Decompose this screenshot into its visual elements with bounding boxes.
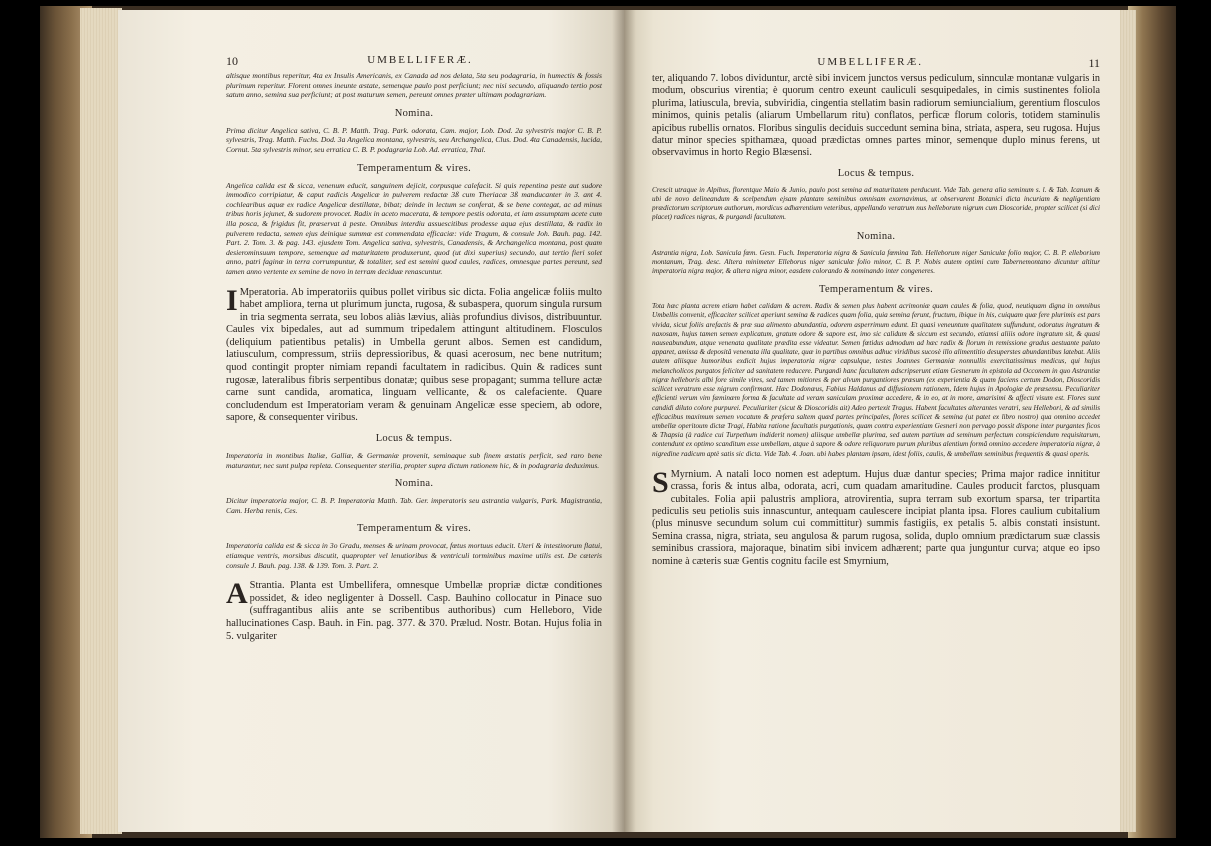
left-paragraph-6: Dicitur imperatoria major, C. B. P. Imperatoria Matth. Tab. Ger. imperatoris seu astrantia vulgaris, Park. Magistrantia, Cam. Herba renis, Ces. — [226, 496, 602, 515]
left-heading-temperamentum-2: Temperamentum & vires. — [356, 523, 472, 535]
drop-cap-a: A — [226, 577, 248, 611]
right-page — [624, 10, 1120, 832]
left-paragraph-2: Prima dicitur Angelica sativa, C. B. P. Matth. Trag. Park. odorata, Cam. major, Lob. Dod. 2a sylvestris major C. B. P. sylvestris, Trag. Matth. Fuchs. Dod. 3a Angelica montana, sylvestris, seu Archangelica, Clus. Dod. 4ta Canadensis, lucida, Cornut. 5ta sylvestris minor, seu erratica C. B. P. podagraria Lob. Ad. erratica, Thal. — [226, 125, 602, 154]
right-paragraph-4: Tota hæc planta acrem etiam habet calidam & acrem. Radix & semen plus habent acrimoniæ quam caules & folia, quod, neutiquam digna in omnibus Umbellis convenit, efficaciter scilicet aperiunt semina & radices quam folia, quia semina ferunt, fructum, ibique in his, cuiquam quæ fere plurimis est pars vivida, sicut foliis arefactis & præ sua alimento abundantia, odorem asperrimum edunt. Et quasi veneuntum qualitatem suffundunt, odoratus ingratum & naxosam, hujus tamen semen explicatum, gratum odore & sapore est, imo sic calidum & siccum est secundo, etiamsi aliiis odore ingratum sit, & quasi nauseabundum, atque venenata qualitate prædita esse videatur. Semen fœtidus admodum ad hæc radix & florum in remissione gradus aestuante palato apparet, amissa & depositâ venenata illa qualitate, quæ in partibus omnibus adhuc viridibus sucosè illo alimentitio desuperstes abundantibus latebat. Aliis autem aliisque humoribus exdicit hujus imperatoria nigræ capsulque, testes Joannes Germaniæ nonnullis exercitatissimus medicus, qui hujus melancholicos purgatos feliciter ad sanitatem reducere. Purgandi hanc facultatem adscripserunt etiam Gesnerum in epistola ad Occonem in quo Astrantiæ nigræ helleboris albi fore simile vires, sed tamen mitiores & per alvum purgantiores præsum (ex experientia & quam faciens certum Dodon, Dioscoridis scilicet veratrum esse nigrum confirmant. Hæc Dodonæus, Fabius Haldanus ad diffusionem rationem, Idem hujus in Apologiæ de præsensu. Peculiariter efficienti verum vim fæminæm forma & facultate ad veram saniculam proximæ accedere, & in eo, at in more, amarisimi & affecti visum est. Flores sunt candidi diluto colore purpurei. Peculiariter (sicut & Dioscoridis ait) Adeo pertexit Tragus. Habent facultates alterantes veratri, seu Hellebori, & ad similis efficacibus maximum semen vocatum & præfera saltem quæd partes principales, flores scilicet & semina (ut patet ex libro nostro) qua omnino accedet umbellæ operitoum dictæ Tragi, Habita ratione facultatis purgationis, quam contra experientiam Gesneri non pervago possit dispone inter purgantes ficos & Thapsia (à radice cui Turpethum indiderit nomen) aliisque umbellæ plurima, sed autem partium ad seminum perfectum conspiciendum requisitarum, contendunt ex optimo scanditum esse umbellam, atque à sapore & odore reliquorum purum pluribus alentium formâ omnino accedere imperatoria nigræ, à nigredine radicum aptè satis sic dicta. Vide Tab. 4. Joan. ubi habes plantam ipsam, idest foliis, caulis, & umbellam seminibus frequentis & quasi operis. — [652, 302, 1100, 458]
left-paragraph-5: Imperatoria in montibus Italiæ, Galliæ, & Germaniæ provenit, seminaque sub finem æstatis perficit, sed raro bene maturantur, nec sunt pulpa repleta. Consequenter sterilia, propter supra dictum rationem hic, & in podagraria deduximus. — [226, 451, 602, 470]
right-paragraph-smyrnium: Myrnium. A natali loco nomen est adeptum. Hujus duæ dantur species; Prima major radice innititur crassa, foris & intus alba, odorata, acri, cum quadam amaritudine. Caules producit farctos, plusquam cubitales. Folia apii palustris ampliora, atrovirentia, supra terram sub exortum sparsa, ter tripartita pediculis seu petiolis suis innascuntur, antequam caulescere incipiat planta ipsa. Flores caulium cubitalium (plus minusve secundum solum cui committitur) summis fastigiis, ex petalis 5. albis constati insistunt. Semina crassa, nigra, striata, seu angulosa & parum rugosa, solida, duplo omnium prædictarum suæ classis seminibus crassiora, majoraque, binatim sibi invicem adhærent; parte qua junguntur curva; atque eo ipso nomine à cæteris suæ Gentis cognitu facile est Smyrnium, — [652, 468, 1100, 567]
left-paragraph-astrantia: Strantia. Planta est Umbellifera, omnesque Umbellæ propriæ dictæ conditiones possidet, & ideo negligenter à Dossell. Casp. Bauhino collocatur in Pinace suo (suffragantibus aliis ante se scribentibus authoribus) cum Helleboro, Vide hallucinationes Casp. Bauh. in Fin. pag. 377. & 370. Prælud. Nostr. Botan. Hujus folia in 5. vulgariter — [226, 580, 602, 642]
left-page-number: 10 — [226, 54, 238, 68]
left-paragraph-7: Imperatoria calida est & sicca in 3o Gradu, menses & urinam provocat, fœtus mortuus educit. Uteri & intestinorum flatui, etiamque ventris, morsibus discutit, quapropter vel lenutioribus & ventriculi torminibus maxime utilis est. De cæteris consule J. Bauh. pag. 138. & 139. Tom. 3. Part. 2. — [226, 541, 602, 570]
right-paragraph-3: Astrantia nigra, Lob. Sanicula fœm. Gesn. Fuch. Imperatoria nigra & Sanicula fœmina Tab. Helleborum niger Saniculæ folio major, C. B. P. elleborium montanum, Trag. desc. Altera minimeter Elleborus niger saniculæ folio minor, C. B. P. Nobis autem optimi cum Tabernemontano dicuntur altitur imperatoria nigra major, & altera nigra minor, easdem colorando & nominando inter congeneres. — [652, 248, 1100, 276]
right-running-title: UMBELLIFERÆ. — [817, 56, 924, 68]
left-page — [118, 10, 624, 832]
right-running-head — [652, 56, 1100, 71]
drop-cap-i: I — [226, 283, 238, 317]
left-paragraph-3: Angelica calida est & sicca, venenum educit, sanguinem dejicit, corpusque calefacit. Si quis repentina peste aut sudore immodico corripiatur, & caput radicis Angelicæ in pulverem redactæ 3ß cum Theriacæ 3ß manducanter in 3. ant 4. cochlearibus aquæ ex radice Angelicæ destillatæ, bibat; deinde in lectum se conferat, & se bene contegat, ac ad minus tribus horis jejunet, & sudorem provocet. Radix in aceto macerata, & tempore pestis odorata, et iam assumptam acete cum illa posca, & frigidus fit, præservat à peste. Omnibus interdiu assuescitibus prodesse aqua ejus destillata, & radix in pulverem redacta, semen ejus deinique summæ est commendata efficaciæ: vide Tragum, & consule Joh. Bauh. pag. 142. Part. 2. Tom. 3. & pag. 143. ejusdem Tom. Angelica sativa, sylvestris, Canadensis, & Archangelica montana, post quam desierominsuum tempore, semenque ad maturitatem produxerunt, quod (ut dixi superius) secundo, aut tertio fieri solet anno, patri faginæ in terra corrumpuntur, & totaliter, sed est semini quod caules, radices, omnesque partes pereunt, sed tamen anno vertente ex semine de novo in terram deciduæ renascuntur. — [226, 180, 602, 276]
left-heading-temperamentum: Temperamentum & vires. — [356, 162, 472, 174]
left-heading-locus: Locus & tempus. — [375, 433, 453, 445]
book-gutter — [612, 10, 636, 832]
left-running-head — [226, 54, 602, 69]
left-heading-nomina-2: Nomina. — [394, 478, 434, 490]
right-paragraph-1: ter, aliquando 7. lobos dividuntur, arctè sibi invicem junctos versus pediculum, sinnculæ montanæ vulgaris in modum, obscurius virentia; è quorum centro exeunt cauliculi sesquipedales, in cimis sustinentes foliola plurima, latiuscula, brevia, subviridia, cingentia stellatim basin radiorum semiuncialium, gerentium flosculos minimos, quinis petalis (aliarum Umbellarum ritu) conflatos, perficæ florum coloris, totidem staminulis apicibus rubellis ornatos. Floribus singulis deciduis succedunt semina bina, striata, aspera, seu rugosa. Hujus datur minor species spithamæa, quoad prædictas omnes partes minor, semenque duplo minus ferens, ut observavimus in horto Regio Blæsensi. — [652, 73, 1100, 159]
right-heading-nomina: Nomina. — [856, 230, 896, 242]
left-paragraph-1: altisque montibus reperitur, 4ta ex Insulis Americanis, ex Canada ad nos delata, 5ta seu podagraria, in humectis & fossis plurimum reperitur. Florent omnes ineunte æstate, semenque paulo post perficiunt; nec nisi secundo, aliquando tertio post satum anno, semina sua perficiunt; at post maturum semen, pereunt omnes præter ultimam podagrariam. — [226, 71, 602, 100]
left-heading-nomina: Nomina. — [394, 107, 434, 119]
left-page-edges — [80, 8, 122, 834]
left-paragraph-imperatoria: Mperatoria. Ab imperatoriis quibus pollet viribus sic dicta. Folia angelicæ foliis multo habet ampliora, terna ut plurimum juncta, rugosa, & subaspera, quorum singula rursum in tria segmenta serrata, seu lobos aliàs lævius, aliàs profundius divisos, distribuuntur. Caules vix bipedales, aut ad summum tripedalem attingunt altitudinem. Flosculos (deliquium patientibus petalis) in Umbella gerunt albos. Semen est candidum, latiusculum, compressum, striis depressioribus, & quasi acerosum, nec bene nutritum; quod contingit propter nimiam repandi facultatem in radicibus. Quin & radices sunt rugosæ, lateralibus fibris serpentibus donatæ; quibus sese propagant; summa tellure actæ carne sunt candida, aromatica, linguam vellicante, & os calefaciente. Quare concludendum est Imperatoriam veram & genuinam Angelicæ esse speciem, ab odore, sapore, & consequenter viribus. — [226, 286, 602, 424]
imperatoria-section — [226, 283, 602, 426]
right-paragraph-2: Crescit utraque in Alpibus, florentque Maio & Junio, paulo post semina ad maturitatem perducunt. Vide Tab. genera alia seminum s. l. & Tab. Icanum & ubi de novo delineandum & scelpendum ejsam plantam seminibus omnisam exornavimus, ut observarent Botanici dicta incuriam & negligentiam prædictorum scriptorum authorum, mordicus adhærentium veteribus, appellando veratrum nus helleborum nigrum cum Dioscoride, propter scilicet (si dici placet) radices nigras, & purgandi facultatem. — [652, 185, 1100, 222]
smyrnium-section — [652, 465, 1100, 568]
right-heading-locus: Locus & tempus. — [837, 167, 915, 179]
astrantia-section — [226, 577, 602, 643]
left-running-title: UMBELLIFERÆ. — [367, 54, 473, 66]
drop-cap-s: S — [652, 465, 669, 499]
right-page-number: 11 — [1088, 56, 1100, 70]
right-heading-temperamentum: Temperamentum & vires. — [818, 284, 934, 296]
